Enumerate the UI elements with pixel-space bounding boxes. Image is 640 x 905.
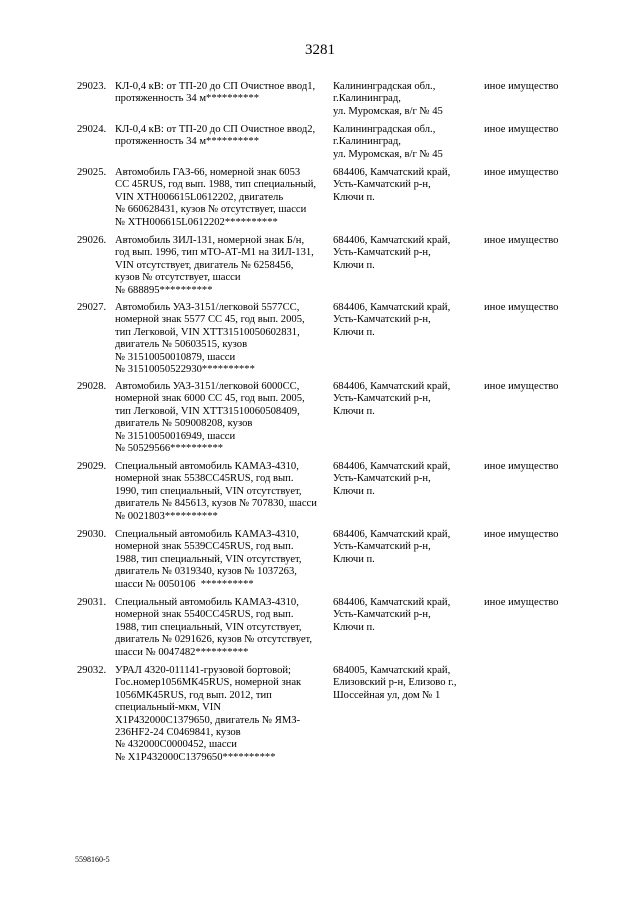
row-address: 684406, Камчатский край, Усть-Камчатский р-н, Ключи п. xyxy=(333,235,451,271)
row-number: 29023. xyxy=(77,81,107,92)
row-description: КЛ-0,4 кВ: от ТП-20 до СП Очистное ввод2, протяженность 34 м********** xyxy=(115,124,316,148)
row-address: 684406, Камчатский край, Усть-Камчатский р-н, Ключи п. xyxy=(333,167,451,203)
row-number: 29032. xyxy=(77,665,107,676)
row-property-type: иное имущество xyxy=(484,597,559,608)
row-address: Калининградская обл., г.Калининград, ул. Муромская, в/г № 45 xyxy=(333,81,443,117)
row-description: Специальный автомобиль КАМАЗ-4310, номерной знак 5540СС45RUS, год вып. 1988, тип специальный, VIN отсутствует, двигатель № 0291626, кузов № отсутствует, шасси № 0047482********** xyxy=(115,597,313,658)
row-number: 29029. xyxy=(77,461,107,472)
row-description: Автомобиль ЗИЛ-131, номерной знак Б/н, год вып. 1996, тип мТО-АТ-М1 на ЗИЛ-131, VIN отсутствует, двигатель № 6258456, кузов № отсутствует, шасси № 688895********** xyxy=(115,235,314,296)
row-address: 684406, Камчатский край, Усть-Камчатский р-н, Ключи п. xyxy=(333,381,451,417)
row-property-type: иное имущество xyxy=(484,235,559,246)
row-number: 29026. xyxy=(77,235,107,246)
row-property-type: иное имущество xyxy=(484,302,559,313)
row-description: Автомобиль ГАЗ-66, номерной знак 6053 СС 45RUS, год вып. 1988, тип специальный, VIN XTH006615L0612202, двигатель № 660628431, кузов № отсутствует, шасси № XTH006615L0612202********** xyxy=(115,167,317,228)
row-description: Специальный автомобиль КАМАЗ-4310, номерной знак 5539СС45RUS, год вып. 1988, тип специальный, VIN отсутствует, двигатель № 0319340, кузов № 1037263, шасси № 0050106 ********** xyxy=(115,529,302,590)
row-property-type: иное имущество xyxy=(484,461,559,472)
row-address: 684406, Камчатский край, Усть-Камчатский р-н, Ключи п. xyxy=(333,529,451,565)
row-description: Специальный автомобиль КАМАЗ-4310, номерной знак 5538СС45RUS, год вып. 1990, тип специальный, VIN отсутствует, двигатель № 845613, кузов № 707830, шасси № 0021803********** xyxy=(115,461,317,522)
row-property-type: иное имущество xyxy=(484,529,559,540)
row-address: 684406, Камчатский край, Усть-Камчатский р-н, Ключи п. xyxy=(333,597,451,633)
row-number: 29027. xyxy=(77,302,107,313)
row-description: КЛ-0,4 кВ: от ТП-20 до СП Очистное ввод1, протяженность 34 м********** xyxy=(115,81,316,105)
row-description: Автомобиль УАЗ-3151/легковой 6000СС, номерной знак 6000 СС 45, год вып. 2005, тип Легковой, VIN XTT31510060508409, двигатель № 509008208, кузов № 31510050016949, шасси № 50529566********** xyxy=(115,381,305,455)
row-number: 29024. xyxy=(77,124,107,135)
row-address: 684406, Камчатский край, Усть-Камчатский р-н, Ключи п. xyxy=(333,302,451,338)
row-address: 684005, Камчатский край, Елизовский р-н, Елизово г., Шоссейная ул, дом № 1 xyxy=(333,665,457,701)
footer-document-code: 5598160-5 xyxy=(75,855,110,864)
page-number: 3281 xyxy=(305,42,335,58)
row-address: 684406, Камчатский край, Усть-Камчатский р-н, Ключи п. xyxy=(333,461,451,497)
row-number: 29030. xyxy=(77,529,107,540)
row-property-type: иное имущество xyxy=(484,81,559,92)
row-address: Калининградская обл., г.Калининград, ул. Муромская, в/г № 45 xyxy=(333,124,443,160)
row-number: 29025. xyxy=(77,167,107,178)
row-description: Автомобиль УАЗ-3151/легковой 5577СС, номерной знак 5577 СС 45, год вып. 2005, тип Легковой, VIN XTT31510050602831, двигатель № 50603515, кузов № 31510050010879, шасси № 31510050522930********** xyxy=(115,302,305,376)
row-property-type: иное имущество xyxy=(484,124,559,135)
row-property-type: иное имущество xyxy=(484,167,559,178)
row-number: 29031. xyxy=(77,597,107,608)
row-description: УРАЛ 4320-011141-грузовой бортовой; Гос.номер1056МК45RUS, номерной знак 1056МК45RUS, год вып. 2012, тип специальный-мкм, VIN X1P432000C1379650, двигатель № ЯМЗ- 236НF2-24 С0469841, кузов № 432000С0000452, шасси № X1P432000C1379650********** xyxy=(115,665,302,763)
row-number: 29028. xyxy=(77,381,107,392)
row-property-type: иное имущество xyxy=(484,381,559,392)
